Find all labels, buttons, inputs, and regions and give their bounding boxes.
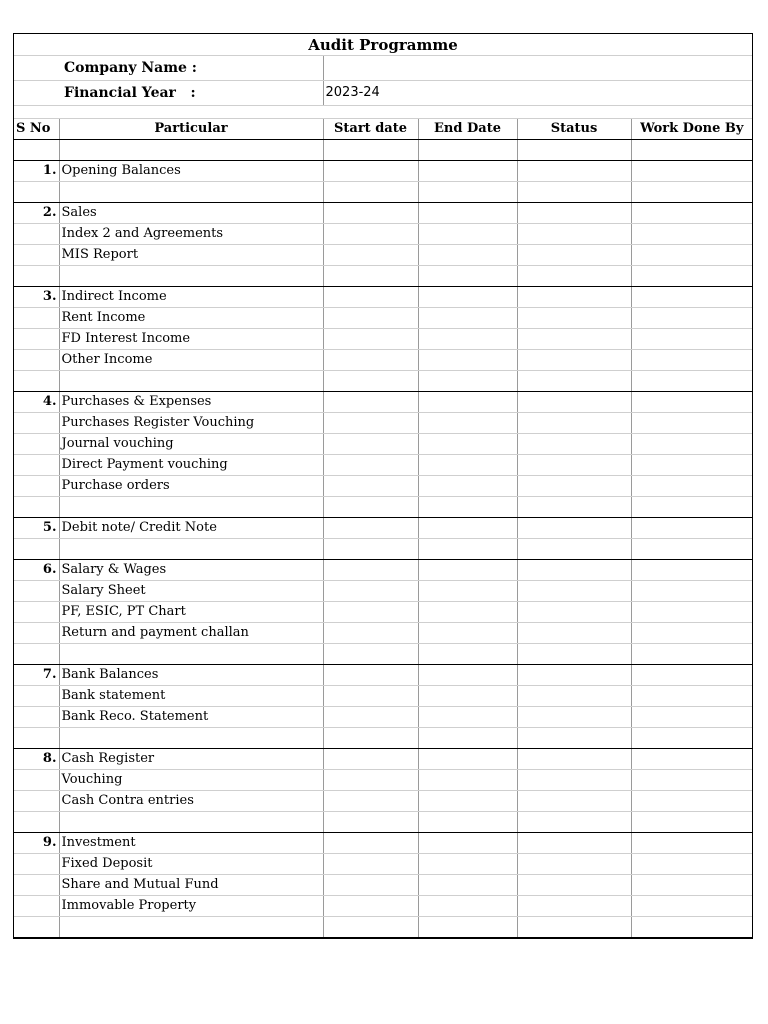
table-row [14, 896, 752, 917]
cell-particular: Salary Sheet [59, 581, 323, 602]
cell-status[interactable] [517, 665, 631, 686]
cell-sno [14, 623, 59, 644]
cell-start-date[interactable] [323, 266, 418, 287]
table-row [14, 686, 752, 707]
cell-start-date[interactable] [323, 497, 418, 518]
cell-end-date[interactable] [418, 245, 517, 266]
cell-particular [59, 497, 323, 518]
cell-sno: 7. [14, 665, 59, 686]
cell-work-done-by[interactable] [631, 413, 752, 434]
cell-work-done-by[interactable] [631, 308, 752, 329]
cell-start-date[interactable] [323, 560, 418, 581]
cell-start-date[interactable] [323, 182, 418, 203]
cell-particular: Bank Reco. Statement [59, 707, 323, 728]
cell-particular: PF, ESIC, PT Chart [59, 602, 323, 623]
cell-end-date[interactable] [418, 644, 517, 665]
cell-particular: Cash Contra entries [59, 791, 323, 812]
cell-work-done-by[interactable] [631, 266, 752, 287]
cell-work-done-by[interactable] [631, 203, 752, 224]
table-row [14, 623, 752, 644]
table-row [14, 287, 752, 308]
table-row [14, 413, 752, 434]
cell-work-done-by[interactable] [631, 665, 752, 686]
cell-end-date[interactable] [418, 896, 517, 917]
company-name-value[interactable] [323, 56, 752, 81]
cell-status[interactable] [517, 686, 631, 707]
cell-particular: Immovable Property [59, 896, 323, 917]
cell-work-done-by[interactable] [631, 686, 752, 707]
table-row [14, 329, 752, 350]
cell-start-date[interactable] [323, 413, 418, 434]
header-end-date: End Date [418, 119, 517, 140]
cell-work-done-by[interactable] [631, 476, 752, 497]
header-particular: Particular [59, 119, 323, 140]
cell-end-date[interactable] [418, 413, 517, 434]
cell-status[interactable] [517, 329, 631, 350]
cell-status[interactable] [517, 854, 631, 875]
cell-end-date[interactable] [418, 623, 517, 644]
header-work-done-by: Work Done By [631, 119, 752, 140]
cell-start-date[interactable] [323, 707, 418, 728]
cell-status[interactable] [517, 497, 631, 518]
cell-work-done-by[interactable] [631, 707, 752, 728]
cell-work-done-by[interactable] [631, 140, 752, 161]
cell-sno [14, 644, 59, 665]
cell-end-date[interactable] [418, 854, 517, 875]
cell-work-done-by[interactable] [631, 644, 752, 665]
cell-work-done-by[interactable] [631, 896, 752, 917]
cell-sno [14, 917, 59, 938]
cell-sno [14, 182, 59, 203]
table-row [14, 392, 752, 413]
cell-sno: 9. [14, 833, 59, 854]
cell-particular [59, 266, 323, 287]
cell-status[interactable] [517, 833, 631, 854]
cell-particular: FD Interest Income [59, 329, 323, 350]
cell-start-date[interactable] [323, 392, 418, 413]
table-row [14, 182, 752, 203]
column-header-row [14, 119, 752, 140]
cell-status[interactable] [517, 602, 631, 623]
cell-sno [14, 875, 59, 896]
cell-work-done-by[interactable] [631, 497, 752, 518]
cell-start-date[interactable] [323, 371, 418, 392]
cell-end-date[interactable] [418, 560, 517, 581]
cell-start-date[interactable] [323, 917, 418, 938]
cell-end-date[interactable] [418, 161, 517, 182]
table-row [14, 203, 752, 224]
cell-status[interactable] [517, 203, 631, 224]
cell-sno [14, 539, 59, 560]
cell-particular: MIS Report [59, 245, 323, 266]
cell-start-date[interactable] [323, 329, 418, 350]
cell-status[interactable] [517, 308, 631, 329]
cell-sno [14, 686, 59, 707]
cell-particular [59, 371, 323, 392]
table-row [14, 833, 752, 854]
cell-status[interactable] [517, 455, 631, 476]
cell-particular [59, 728, 323, 749]
cell-start-date[interactable] [323, 602, 418, 623]
table-row [14, 770, 752, 791]
financial-year-label: Financial Year : [14, 81, 323, 106]
cell-end-date[interactable] [418, 791, 517, 812]
table-row [14, 749, 752, 770]
cell-work-done-by[interactable] [631, 455, 752, 476]
cell-sno [14, 140, 59, 161]
cell-status[interactable] [517, 728, 631, 749]
cell-sno [14, 476, 59, 497]
cell-start-date[interactable] [323, 896, 418, 917]
cell-end-date[interactable] [418, 308, 517, 329]
cell-start-date[interactable] [323, 623, 418, 644]
cell-start-date[interactable] [323, 308, 418, 329]
cell-start-date[interactable] [323, 686, 418, 707]
cell-work-done-by[interactable] [631, 539, 752, 560]
cell-status[interactable] [517, 224, 631, 245]
cell-sno: 4. [14, 392, 59, 413]
table-row [14, 560, 752, 581]
cell-particular: Investment [59, 833, 323, 854]
cell-status[interactable] [517, 434, 631, 455]
table-row [14, 707, 752, 728]
cell-particular [59, 182, 323, 203]
cell-work-done-by[interactable] [631, 329, 752, 350]
cell-particular: Purchases & Expenses [59, 392, 323, 413]
cell-particular: Purchases Register Vouching [59, 413, 323, 434]
cell-particular: Bank Balances [59, 665, 323, 686]
cell-start-date[interactable] [323, 791, 418, 812]
cell-work-done-by[interactable] [631, 371, 752, 392]
cell-status[interactable] [517, 371, 631, 392]
cell-particular: Indirect Income [59, 287, 323, 308]
table-row [14, 371, 752, 392]
cell-end-date[interactable] [418, 749, 517, 770]
cell-end-date[interactable] [418, 539, 517, 560]
cell-sno [14, 728, 59, 749]
cell-particular [59, 917, 323, 938]
cell-status[interactable] [517, 140, 631, 161]
header-status: Status [517, 119, 631, 140]
cell-end-date[interactable] [418, 182, 517, 203]
cell-work-done-by[interactable] [631, 854, 752, 875]
cell-sno: 5. [14, 518, 59, 539]
cell-particular: Other Income [59, 350, 323, 371]
cell-work-done-by[interactable] [631, 623, 752, 644]
company-name-label: Company Name : [14, 56, 323, 81]
cell-particular: Salary & Wages [59, 560, 323, 581]
cell-status[interactable] [517, 749, 631, 770]
cell-work-done-by[interactable] [631, 749, 752, 770]
cell-status[interactable] [517, 287, 631, 308]
cell-work-done-by[interactable] [631, 392, 752, 413]
cell-end-date[interactable] [418, 665, 517, 686]
cell-work-done-by[interactable] [631, 161, 752, 182]
cell-start-date[interactable] [323, 749, 418, 770]
cell-end-date[interactable] [418, 917, 517, 938]
cell-start-date[interactable] [323, 770, 418, 791]
cell-status[interactable] [517, 917, 631, 938]
cell-status[interactable] [517, 518, 631, 539]
table-row [14, 812, 752, 833]
cell-start-date[interactable] [323, 518, 418, 539]
table-row [14, 539, 752, 560]
cell-sno [14, 329, 59, 350]
cell-work-done-by[interactable] [631, 728, 752, 749]
cell-status[interactable] [517, 413, 631, 434]
cell-sno: 3. [14, 287, 59, 308]
cell-end-date[interactable] [418, 266, 517, 287]
cell-sno [14, 602, 59, 623]
cell-particular: Journal vouching [59, 434, 323, 455]
cell-start-date[interactable] [323, 539, 418, 560]
table-row [14, 728, 752, 749]
cell-sno: 2. [14, 203, 59, 224]
cell-status[interactable] [517, 644, 631, 665]
cell-start-date[interactable] [323, 350, 418, 371]
cell-work-done-by[interactable] [631, 224, 752, 245]
audit-programme-sheet [13, 33, 753, 939]
table-row [14, 791, 752, 812]
cell-status[interactable] [517, 560, 631, 581]
cell-particular: Vouching [59, 770, 323, 791]
cell-end-date[interactable] [418, 875, 517, 896]
table-row [14, 308, 752, 329]
cell-end-date[interactable] [418, 371, 517, 392]
cell-work-done-by[interactable] [631, 581, 752, 602]
cell-sno [14, 497, 59, 518]
cell-particular: Sales [59, 203, 323, 224]
cell-work-done-by[interactable] [631, 245, 752, 266]
cell-sno [14, 308, 59, 329]
cell-sno [14, 371, 59, 392]
cell-sno [14, 350, 59, 371]
table-row [14, 350, 752, 371]
cell-particular: Purchase orders [59, 476, 323, 497]
cell-start-date[interactable] [323, 161, 418, 182]
cell-status[interactable] [517, 875, 631, 896]
cell-particular: Cash Register [59, 749, 323, 770]
cell-sno [14, 812, 59, 833]
company-row [14, 56, 752, 81]
table-row [14, 476, 752, 497]
cell-status[interactable] [517, 350, 631, 371]
cell-particular: Return and payment challan [59, 623, 323, 644]
cell-status[interactable] [517, 896, 631, 917]
cell-status[interactable] [517, 791, 631, 812]
cell-status[interactable] [517, 392, 631, 413]
cell-status[interactable] [517, 161, 631, 182]
header-start-date: Start date [323, 119, 418, 140]
table-row [14, 665, 752, 686]
cell-work-done-by[interactable] [631, 602, 752, 623]
cell-work-done-by[interactable] [631, 812, 752, 833]
cell-end-date[interactable] [418, 140, 517, 161]
cell-start-date[interactable] [323, 476, 418, 497]
cell-end-date[interactable] [418, 812, 517, 833]
cell-sno [14, 770, 59, 791]
cell-end-date[interactable] [418, 602, 517, 623]
cell-work-done-by[interactable] [631, 560, 752, 581]
table-row [14, 875, 752, 896]
cell-particular: Bank statement [59, 686, 323, 707]
cell-work-done-by[interactable] [631, 518, 752, 539]
cell-particular: Debit note/ Credit Note [59, 518, 323, 539]
cell-work-done-by[interactable] [631, 833, 752, 854]
page-title: Audit Programme [14, 34, 752, 56]
cell-work-done-by[interactable] [631, 287, 752, 308]
cell-particular: Fixed Deposit [59, 854, 323, 875]
cell-sno [14, 896, 59, 917]
cell-status[interactable] [517, 266, 631, 287]
cell-work-done-by[interactable] [631, 434, 752, 455]
cell-start-date[interactable] [323, 224, 418, 245]
cell-start-date[interactable] [323, 812, 418, 833]
table-row [14, 518, 752, 539]
cell-end-date[interactable] [418, 497, 517, 518]
cell-end-date[interactable] [418, 329, 517, 350]
table-row [14, 245, 752, 266]
cell-sno [14, 581, 59, 602]
cell-particular: Rent Income [59, 308, 323, 329]
cell-particular: Opening Balances [59, 161, 323, 182]
cell-end-date[interactable] [418, 203, 517, 224]
cell-sno [14, 224, 59, 245]
spacer-row [14, 106, 752, 119]
table-row [14, 581, 752, 602]
cell-end-date[interactable] [418, 434, 517, 455]
cell-status[interactable] [517, 539, 631, 560]
cell-end-date[interactable] [418, 392, 517, 413]
table-row [14, 497, 752, 518]
cell-end-date[interactable] [418, 350, 517, 371]
cell-work-done-by[interactable] [631, 917, 752, 938]
cell-end-date[interactable] [418, 581, 517, 602]
cell-work-done-by[interactable] [631, 350, 752, 371]
table-row [14, 644, 752, 665]
cell-sno [14, 791, 59, 812]
cell-work-done-by[interactable] [631, 875, 752, 896]
cell-particular: Direct Payment vouching [59, 455, 323, 476]
audit-table [14, 34, 752, 938]
cell-start-date[interactable] [323, 728, 418, 749]
cell-end-date[interactable] [418, 770, 517, 791]
cell-sno [14, 413, 59, 434]
cell-sno [14, 434, 59, 455]
cell-start-date[interactable] [323, 203, 418, 224]
cell-particular [59, 539, 323, 560]
cell-start-date[interactable] [323, 665, 418, 686]
cell-sno [14, 455, 59, 476]
cell-end-date[interactable] [418, 455, 517, 476]
cell-end-date[interactable] [418, 707, 517, 728]
table-row [14, 434, 752, 455]
cell-particular [59, 140, 323, 161]
cell-sno [14, 707, 59, 728]
cell-end-date[interactable] [418, 518, 517, 539]
cell-sno [14, 854, 59, 875]
cell-end-date[interactable] [418, 287, 517, 308]
cell-particular [59, 644, 323, 665]
cell-start-date[interactable] [323, 455, 418, 476]
title-row [14, 34, 752, 56]
cell-start-date[interactable] [323, 581, 418, 602]
cell-start-date[interactable] [323, 287, 418, 308]
header-sno: S No [14, 119, 59, 140]
cell-sno [14, 245, 59, 266]
cell-work-done-by[interactable] [631, 791, 752, 812]
cell-sno [14, 266, 59, 287]
cell-status[interactable] [517, 707, 631, 728]
cell-start-date[interactable] [323, 833, 418, 854]
cell-end-date[interactable] [418, 833, 517, 854]
cell-particular: Share and Mutual Fund [59, 875, 323, 896]
table-row [14, 140, 752, 161]
cell-status[interactable] [517, 770, 631, 791]
cell-work-done-by[interactable] [631, 182, 752, 203]
cell-end-date[interactable] [418, 686, 517, 707]
cell-start-date[interactable] [323, 245, 418, 266]
cell-status[interactable] [517, 245, 631, 266]
cell-sno: 6. [14, 560, 59, 581]
table-row [14, 602, 752, 623]
financial-year-row [14, 81, 752, 106]
cell-sno: 8. [14, 749, 59, 770]
cell-start-date[interactable] [323, 140, 418, 161]
cell-work-done-by[interactable] [631, 770, 752, 791]
table-row [14, 854, 752, 875]
cell-end-date[interactable] [418, 476, 517, 497]
cell-particular [59, 812, 323, 833]
table-row [14, 266, 752, 287]
cell-status[interactable] [517, 182, 631, 203]
cell-status[interactable] [517, 623, 631, 644]
cell-status[interactable] [517, 812, 631, 833]
table-row [14, 161, 752, 182]
cell-start-date[interactable] [323, 644, 418, 665]
cell-end-date[interactable] [418, 728, 517, 749]
cell-sno: 1. [14, 161, 59, 182]
cell-end-date[interactable] [418, 224, 517, 245]
financial-year-value[interactable]: 2023-24 [323, 81, 752, 106]
cell-status[interactable] [517, 581, 631, 602]
cell-start-date[interactable] [323, 854, 418, 875]
cell-status[interactable] [517, 476, 631, 497]
cell-start-date[interactable] [323, 434, 418, 455]
cell-start-date[interactable] [323, 875, 418, 896]
table-row [14, 224, 752, 245]
table-row [14, 917, 752, 938]
cell-particular: Index 2 and Agreements [59, 224, 323, 245]
table-row [14, 455, 752, 476]
